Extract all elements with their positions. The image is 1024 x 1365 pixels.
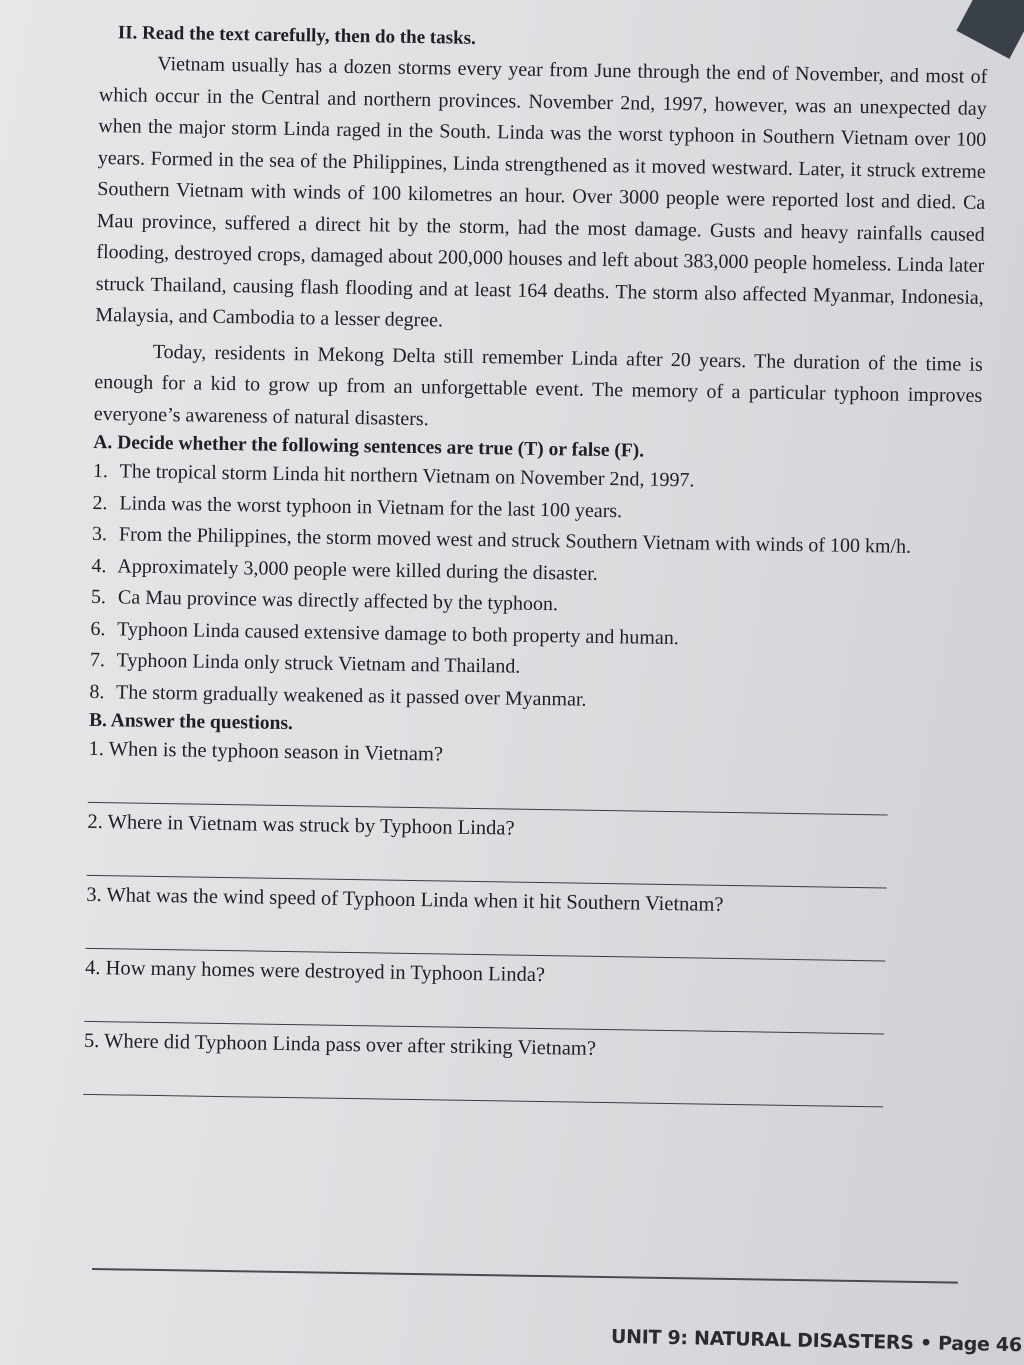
question-item (83, 1026, 972, 1109)
question-number: 3. (86, 883, 102, 907)
tf-statement-number: 8. (89, 680, 105, 703)
tf-statement-text: Linda was the worst typhoon in Vietnam for the last 100 years. (119, 491, 623, 522)
tf-statement-text: From the Philippines, the storm moved west and struck Southern Vietnam with winds of 100 km/h. (118, 523, 912, 558)
tf-statement-number: 7. (89, 648, 106, 672)
question-text: When is the typhoon season in Vietnam? (108, 738, 444, 766)
question-item (87, 807, 976, 890)
tf-statement-text: The storm gradually weakened as it passed over Myanmar. (115, 680, 587, 711)
section-heading: II. Read the text carefully, then do the tasks. (117, 22, 476, 49)
passage-paragraph-2: Today, residents in Mekong Delta still remember Linda after 20 years. The duration of the time is enough for a kid to grow up from an unforgettable event. The memory of a particular typhoon improves everyone’s awareness of natural disasters. (93, 340, 983, 430)
extra-answer-line[interactable] (92, 1268, 958, 1284)
part-a-title: A. Decide whether the following sentences are true (T) or false (F). (93, 431, 645, 462)
worksheet-content (83, 22, 988, 1113)
question-text: Where in Vietnam was struck by Typhoon Linda? (107, 811, 515, 840)
page-footer: UNIT 9: NATURAL DISASTERS • Page 46 (611, 1325, 1023, 1357)
tf-statement-text: Approximately 3,000 people were killed during the disaster. (117, 554, 598, 585)
answer-line[interactable] (83, 1056, 884, 1108)
tf-statement-number: 6. (90, 617, 106, 640)
tf-statement-number: 3. (91, 522, 108, 546)
question-item (85, 880, 974, 963)
question-number: 2. (87, 810, 103, 834)
question-list (83, 734, 977, 1109)
tf-statement-text: Typhoon Linda caused extensive damage to both property and human. (116, 617, 679, 649)
question-item (84, 953, 973, 1036)
tf-statement-text: The tropical storm Linda hit northern Vietnam on November 2nd, 1997. (119, 460, 695, 492)
passage-paragraph-1: Vietnam usually has a dozen storms every year from June through the end of November, and most of which occur in the Central and northern provinces. November 2nd, 1997, however, was an unexpected day when the major storm Linda raged in the South. Linda was the worst typhoon in Southern Vietnam over 100 years. Formed in the sea of the Philippines, Linda strengthened as it moved westward. Later, it struck extreme Southern Vietnam with winds of 100 kilometres an hour. Over 3000 people were reported lost and died. Ca Mau province, suffered a direct hit by the storm, had the most damage. Gusts and heavy rainfalls caused flooding, destroyed crops, damaged about 200,000 houses and left about 383,000 people homeless. Linda later struck Thailand, causing flash flooding and at least 164 deaths. The storm also affected Myanmar, Indonesia, Malaysia, and Cambodia to a lesser degree. (95, 52, 988, 332)
answer-line[interactable] (88, 764, 889, 816)
answer-line[interactable] (84, 983, 885, 1035)
answer-line[interactable] (87, 837, 888, 889)
question-text: What was the wind speed of Typhoon Linda when it hit Southern Vietnam? (106, 884, 724, 916)
tf-statement-number: 1. (92, 459, 109, 483)
question-number: 5. (83, 1029, 100, 1053)
tf-statement-number: 2. (92, 491, 108, 514)
tf-statement-number: 5. (90, 585, 107, 609)
question-item (88, 734, 977, 817)
question-number: 4. (84, 956, 101, 980)
question-text: Where did Typhoon Linda pass over after striking Vietnam? (103, 1030, 597, 1060)
tf-statement-number: 4. (91, 554, 107, 577)
answer-line[interactable] (85, 910, 886, 962)
part-b-title: B. Answer the questions. (88, 709, 294, 735)
question-text: How many homes were destroyed in Typhoon Linda? (105, 957, 546, 987)
tf-statement-text: Ca Mau province was directly affected by the typhoon. (117, 586, 559, 616)
true-false-list (89, 456, 981, 722)
tf-statement-text: Typhoon Linda only struck Vietnam and Thailand. (116, 649, 521, 678)
question-number: 1. (88, 737, 105, 761)
